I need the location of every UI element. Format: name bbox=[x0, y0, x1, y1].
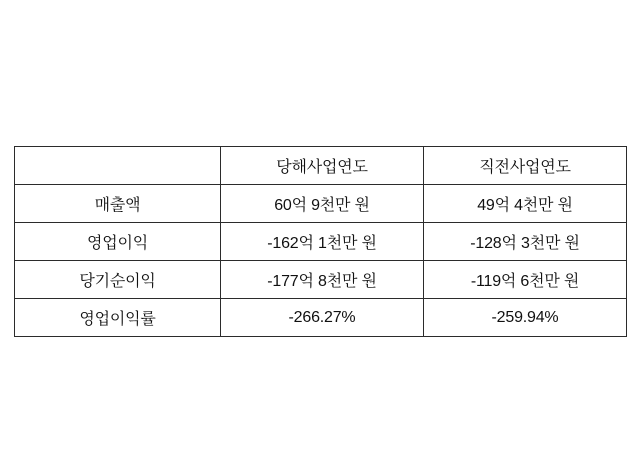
cell-net-income-current: -177억 8천만 원 bbox=[221, 261, 424, 299]
column-header-previous-year: 직전사업연도 bbox=[424, 147, 627, 185]
table-body bbox=[15, 185, 627, 337]
table-row bbox=[15, 185, 627, 223]
table-row bbox=[15, 223, 627, 261]
cell-operating-margin-current: -266.27% bbox=[221, 299, 424, 337]
table-row bbox=[15, 261, 627, 299]
cell-revenue-current: 60억 9천만 원 bbox=[221, 185, 424, 223]
table-header-row bbox=[15, 147, 627, 185]
financial-summary-table bbox=[14, 146, 627, 337]
column-header-current-year: 당해사업연도 bbox=[221, 147, 424, 185]
cell-revenue-previous: 49억 4천만 원 bbox=[424, 185, 627, 223]
cell-operating-margin-previous: -259.94% bbox=[424, 299, 627, 337]
row-label-revenue: 매출액 bbox=[15, 185, 221, 223]
table-header bbox=[15, 147, 627, 185]
cell-operating-profit-previous: -128억 3천만 원 bbox=[424, 223, 627, 261]
cell-net-income-previous: -119억 6천만 원 bbox=[424, 261, 627, 299]
financial-table-container bbox=[14, 146, 626, 337]
row-label-operating-profit: 영업이익 bbox=[15, 223, 221, 261]
cell-operating-profit-current: -162억 1천만 원 bbox=[221, 223, 424, 261]
row-label-net-income: 당기순이익 bbox=[15, 261, 221, 299]
row-label-operating-margin: 영업이익률 bbox=[15, 299, 221, 337]
table-row bbox=[15, 299, 627, 337]
table-corner-cell bbox=[15, 147, 221, 185]
